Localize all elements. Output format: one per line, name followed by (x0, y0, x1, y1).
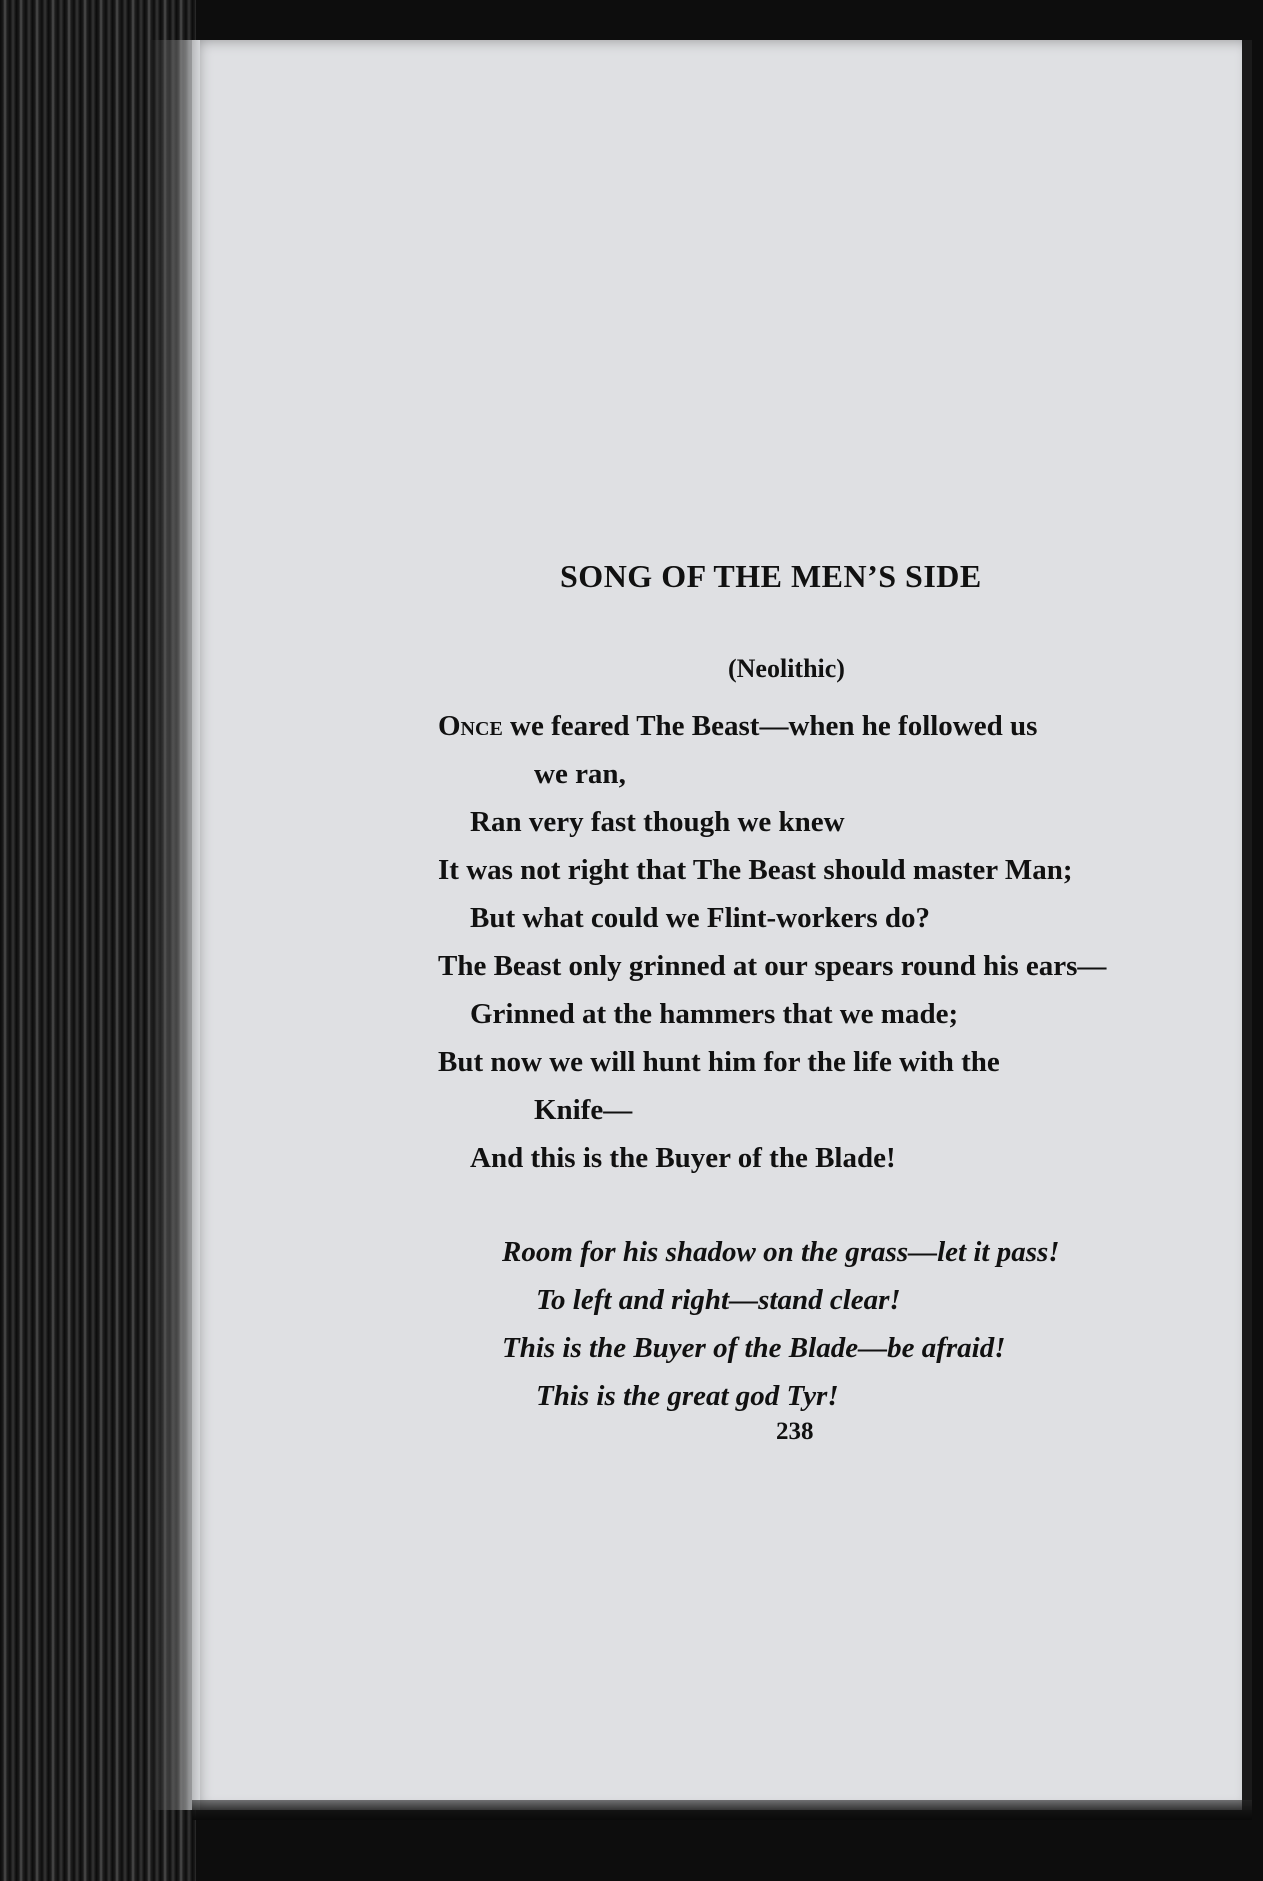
verse-line (438, 710, 1037, 743)
verse-line: Knife— (534, 1094, 633, 1126)
refrain-line: This is the Buyer of the Blade—be afraid! (502, 1332, 1006, 1364)
dropcap-word: Once (438, 710, 503, 742)
page-number: 238 (776, 1418, 814, 1445)
poem-title: SONG OF THE MEN’S SIDE (560, 558, 982, 594)
gutter-shadow (150, 40, 200, 1810)
verse-line: But now we will hunt him for the life with the (438, 1046, 1000, 1078)
page-edge (1242, 40, 1252, 1810)
refrain-line: To left and right—stand clear! (536, 1284, 901, 1316)
verse-line: Ran very fast though we knew (470, 806, 845, 838)
refrain-line: This is the great god Tyr! (536, 1380, 839, 1412)
verse-line: The Beast only grinned at our spears round his ears— (438, 950, 1107, 982)
verse-line: Grinned at the hammers that we made; (470, 998, 959, 1030)
poem-subtitle: (Neolithic) (728, 654, 845, 683)
refrain-line: Room for his shadow on the grass—let it pass! (502, 1236, 1060, 1268)
page-bottom-edge (192, 1800, 1252, 1820)
verse-line: we ran, (534, 758, 626, 790)
verse-line: But what could we Flint-workers do? (470, 902, 930, 934)
verse-line: And this is the Buyer of the Blade! (470, 1142, 896, 1174)
verse-line-text: we feared The Beast—when he followed us (510, 710, 1038, 742)
verse-line: It was not right that The Beast should master Man; (438, 854, 1073, 886)
